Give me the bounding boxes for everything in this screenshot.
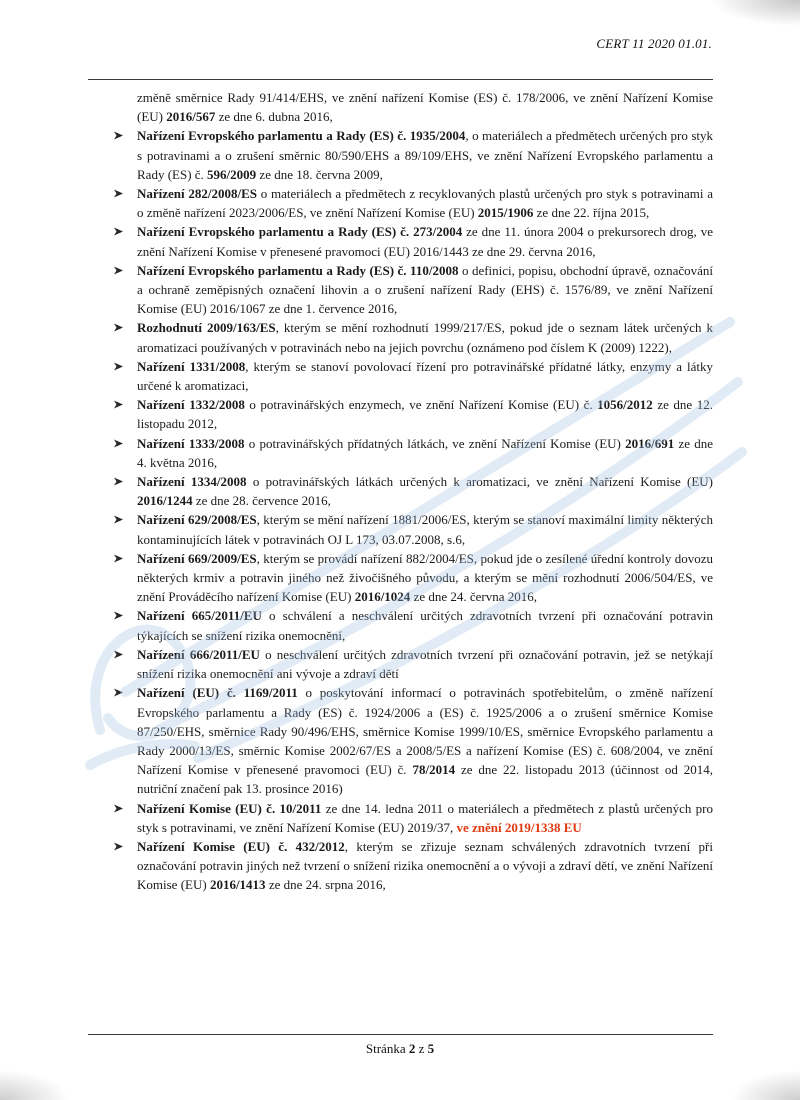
list-item <box>88 799 713 837</box>
list-item <box>88 357 713 395</box>
list-item-text: Nařízení Komise (EU) č. 432/2012, kterým se zřizuje seznam schválených zdravotních tvrzení při označování potravin jiných než tvrzení o snížení rizika onemocnění a o vývoji a zdraví dětí, ve znění Nařízení Komise (EU) 2016/1413 ze dne 24. srpna 2016, <box>137 838 713 893</box>
intro-paragraph: změně směrnice Rady 91/414/EHS, ve znění nařízení Komise (ES) č. 178/2006, ve znění Nařízení Komise (EU) 2016/567 ze dne 6. dubna 2016, <box>137 90 713 125</box>
list-item-text: Nařízení 1334/2008 o potravinářských látkách určených k aromatizaci, ve znění Nařízení Komise (EU) 2016/1244 ze dne 28. července 2016, <box>137 474 713 509</box>
list-item <box>88 222 713 260</box>
list-item <box>88 683 713 798</box>
arrow-bullet-icon <box>113 130 124 141</box>
arrow-bullet-icon <box>113 322 124 333</box>
list-item <box>88 395 713 433</box>
arrow-bullet-icon <box>113 226 124 237</box>
scan-smudge-bottom-right <box>730 1070 800 1100</box>
list-item-text: Nařízení 665/2011/EU o schválení a neschválení určitých zdravotních tvrzení při označování potravin týkajících se snížení rizika onemocnění, <box>137 608 713 643</box>
list-item <box>88 472 713 510</box>
doc-code: CERT 11 2020 01.01. <box>596 36 712 51</box>
list-item-text: Nařízení 282/2008/ES o materiálech a předmětech z recyklovaných plastů určených pro styk s potravinami a o změně nařízení 2023/2006/ES, ve znění Nařízení Komise (EU) 2015/1906 ze dne 22. října 2015, <box>137 186 713 221</box>
arrow-bullet-icon <box>113 265 124 276</box>
arrow-bullet-icon <box>113 803 124 814</box>
list-item-text: Rozhodnutí 2009/163/ES, kterým se mění rozhodnutí 1999/217/ES, pokud jde o seznam látek určených k aromatizaci používaných v potravinách nebo na jejich povrchu (oznámeno pod číslem K (2009) 1222), <box>137 320 713 355</box>
arrow-bullet-icon <box>113 610 124 621</box>
list-item <box>88 434 713 472</box>
arrow-bullet-icon <box>113 188 124 199</box>
list-item <box>88 126 713 184</box>
list-item-text: Nařízení Evropského parlamentu a Rady (ES) č. 110/2008 o definici, popisu, obchodní úpravě, označování a ochraně zeměpisných označení lihovin a o zrušení nařízení Rady (EHS) č. 1576/89, ve znění Nařízení Komise (EU) 2016/1067 ze dne 1. července 2016, <box>137 262 713 317</box>
list-item-text: Nařízení Evropského parlamentu a Rady (ES) č. 1935/2004, o materiálech a předmětech určených pro styk s potravinami a o zrušení směrnic 80/590/EHS a 89/109/EHS, ve znění Nařízení Evropského parlamentu a Rady (ES) č. 596/2009 ze dne 18. června 2009, <box>137 128 714 182</box>
arrow-bullet-icon <box>113 438 124 449</box>
document-body <box>88 88 713 895</box>
list-item <box>88 510 713 548</box>
list-item-text: Nařízení 669/2009/ES, kterým se provádí nařízení 882/2004/ES, pokud jde o zesílené úřední kontroly dovozu některých krmiv a potravin jiného než živočišného původu, a kterým se mění rozhodnutí 2006/504/ES, ve znění Prováděcího nařízení Komise (EU) 2016/1024 ze dne 24. června 2016, <box>137 550 713 605</box>
list-item <box>88 549 713 607</box>
arrow-bullet-icon <box>113 553 124 564</box>
header-rule <box>88 79 713 80</box>
list-item-text: Nařízení 1332/2008 o potravinářských enzymech, ve znění Nařízení Komise (EU) č. 1056/2012 ze dne 12. listopadu 2012, <box>137 397 713 432</box>
list-item <box>88 645 713 683</box>
list-item <box>88 184 713 222</box>
list-item-text: Nařízení 629/2008/ES, kterým se mění nařízení 1881/2006/ES, kterým se stanoví maximální limity některých kontaminujících látek v potravinách OJ L 173, 03.07.2008, s.6, <box>137 512 713 547</box>
list-item <box>88 606 713 644</box>
arrow-bullet-icon <box>113 476 124 487</box>
regulation-list <box>88 126 713 894</box>
scan-smudge-top-right <box>710 0 800 26</box>
list-item <box>88 837 713 895</box>
list-item-text: Nařízení Komise (EU) č. 10/2011 ze dne 14. ledna 2011 o materiálech a předmětech z plastů určených pro styk s potravinami, ve znění Nařízení Komise (EU) 2019/37, ve znění 2019/1338 EU <box>137 800 713 835</box>
list-item-text: Nařízení 1333/2008 o potravinářských přídatných látkách, ve znění Nařízení Komise (EU) 2016/691 ze dne 4. května 2016, <box>137 435 714 470</box>
arrow-bullet-icon <box>113 514 124 525</box>
list-item-text: Nařízení Evropského parlamentu a Rady (ES) č. 273/2004 ze dne 11. února 2004 o prekursorech drog, ve znění Nařízení Komise v přenesené pravomoci (EU) 2016/1443 ze dne 29. června 2016, <box>137 224 713 259</box>
list-item-text: Nařízení 1331/2008, kterým se stanoví povolovací řízení pro potravinářské přídatné látky, enzymy a látky určené k aromatizaci, <box>137 358 713 394</box>
list-item-text: Nařízení 666/2011/EU o neschválení určitých zdravotních tvrzení při označování potravin, jež se netýkají snížení rizika onemocnění ani vývoje a zdraví dětí <box>137 646 714 682</box>
arrow-bullet-icon <box>113 361 124 372</box>
arrow-bullet-icon <box>113 841 124 852</box>
arrow-bullet-icon <box>113 399 124 410</box>
scan-smudge-bottom-left <box>0 1070 70 1100</box>
list-item <box>88 318 713 356</box>
arrow-bullet-icon <box>113 649 124 660</box>
list-item-text: Nařízení (EU) č. 1169/2011 o poskytování informací o potravinách spotřebitelům, o změně nařízení Evropského parlamentu a Rady (ES) č. 1924/2006 a (ES) č. 1925/2006 a o zrušení směrnice Komise 87/250/EHS, směrnice Rady 90/496/EHS, směrnice Komise 1999/10/ES, směrnice Evropského parlamentu a Rady 2000/13/ES, směrnic Komise 2002/67/ES a 2008/5/ES a nařízení Komise (ES) č. 608/2004, ve znění Nařízení Komise v přenesené pravomoci (EU) č. 78/2014 ze dne 22. listopadu 2013 (účinnost od 2014, nutriční značení pak 13. prosince 2016) <box>137 685 714 797</box>
arrow-bullet-icon <box>113 687 124 698</box>
page-number: Stránka 2 z 5 <box>365 1041 435 1056</box>
footer-rule <box>88 1034 713 1035</box>
list-item <box>88 261 713 319</box>
